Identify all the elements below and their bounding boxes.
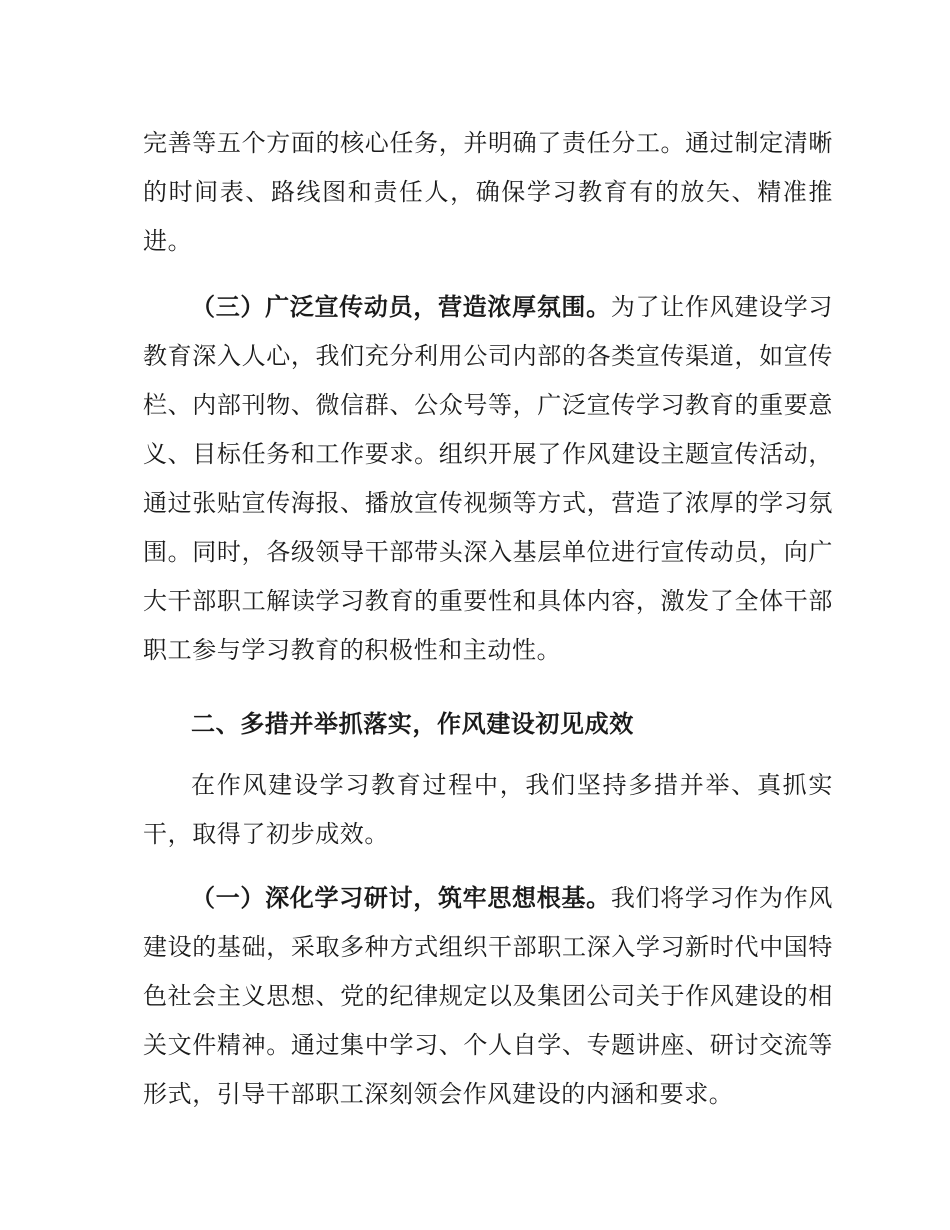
paragraph-body: 我们将学习作为作风建设的基础，采取多种方式组织干部职工深入学习新时代中国特色社会主义思想、党的纪律规定以及集团公司关于作风建设的相关文件精神。通过集中学习、个人自学、专题讲座、研讨交流等形式，引导干部职工深刻领会作风建设的内涵和要求。	[143, 884, 833, 1108]
paragraph-continuation: 完善等五个方面的核心任务，并明确了责任分工。通过制定清晰的时间表、路线图和责任人，确保学习教育有的放矢、精准推进。	[143, 129, 833, 255]
paragraph-lead-heading: （三）广泛宣传动员，营造浓厚氛围。	[191, 293, 611, 321]
paragraph-body: 为了让作风建设学习教育深入人心，我们充分利用公司内部的各类宣传渠道，如宣传栏、内部刊物、微信群、公众号等，广泛宣传学习教育的重要意义、目标任务和工作要求。组织开展了作风建设主题宣传活动，通过张贴宣传海报、播放宣传视频等方式，营造了浓厚的学习氛围。同时，各级领导干部带头深入基层单位进行宣传动员，向广大干部职工解读学习教育的重要性和具体内容，激发了全体干部职工参与学习教育的积极性和主动性。	[143, 293, 833, 664]
section-heading: 二、多措并举抓落实，作风建设初见成效	[191, 710, 634, 738]
paragraph-intro: 在作风建设学习教育过程中，我们坚持多措并举、真抓实干，取得了初步成效。	[143, 771, 833, 848]
paragraph-publicity	[143, 283, 833, 675]
paragraph-lead-heading: （一）深化学习研讨，筑牢思想根基。	[191, 884, 611, 912]
paragraph-study	[143, 874, 833, 1119]
